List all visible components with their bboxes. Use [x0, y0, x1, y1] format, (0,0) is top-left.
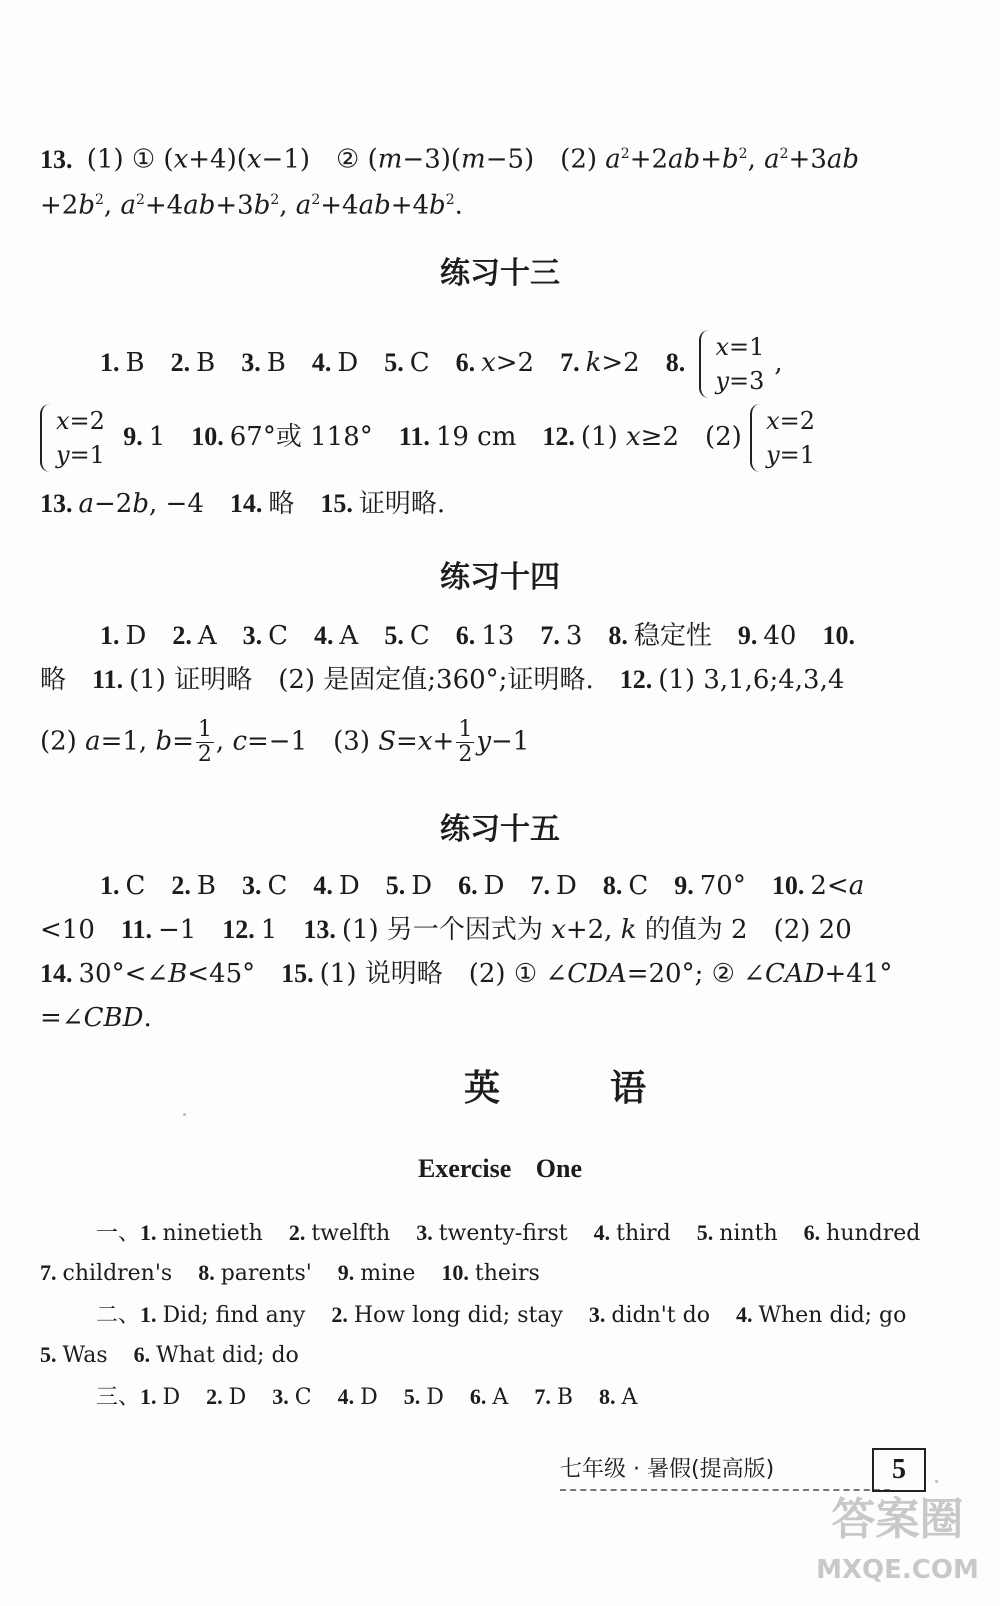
answer-line: $+2b^2$, $a^2+4ab+3b^2$, $a^2+4ab+4b^2$. — [40, 190, 463, 221]
answer-line: 5. Was 6. What did; do — [40, 1342, 299, 1368]
answer-line: x=2 y=1 9. 1 10. 67°或 118° 11. 19 cm 12. (1) x≥2 (2) x=2 y=1 — [40, 404, 970, 472]
section-title: 练习十五 — [440, 812, 560, 847]
answer-line: 略 11. (1) 证明略 (2) 是固定值;360°;证明略. 12. (1) 3,1,6;4,3,4 — [40, 665, 845, 695]
book-label: 七年级 · 暑假(提高版) — [560, 1452, 890, 1491]
watermark-logo — [800, 1490, 995, 1600]
section-title: 练习十三 — [440, 256, 560, 291]
answer-line: 1. B 2. B 3. B 4. D 5. C 6. x>2 7. k>2 8. x=1 y=3, — [100, 330, 970, 398]
answer-line: 二、1. Did; find any 2. How long did; stay 3. didn't do 4. When did; go — [96, 1302, 907, 1328]
answer-line: <10 11. −1 12. 1 13. (1) 另一个因式为 x+2, k 的值为 2 (2) 20 — [40, 915, 852, 945]
answer-line: 14. 30°<∠B<45° 15. (1) 说明略 (2) ① ∠CDA=20°; ② ∠CAD+41° — [40, 959, 893, 989]
print-speck — [183, 1113, 186, 1116]
fraction: $\frac{1}{2}$ — [458, 717, 473, 767]
watermark-url: MXQE.COM — [816, 1555, 979, 1585]
page-number: 5 — [872, 1448, 926, 1492]
answer-line: 13. a−2b, −4 14. 略 15. 证明略. — [40, 489, 446, 519]
answer-line: 1. C 2. B 3. C 4. D 5. D 6. D 7. D 8. C 9. 70° 10. 2<a — [100, 871, 865, 901]
answer-line: 一、1. ninetieth 2. twelfth 3. twenty-first 4. third 5. ninth 6. hundred — [96, 1220, 921, 1246]
answer-line: =∠CBD. — [40, 1003, 152, 1033]
section-title: 练习十四 — [440, 560, 560, 595]
answer-line: 13. (1) ① (x+4)(x−1) ② (m−3)(m−5) (2) $a^2+2ab+b^2$, $a^2+3ab$ — [40, 144, 860, 175]
answer-line: 1. D 2. A 3. C 4. A 5. C 6. 13 7. 3 8. 稳定性 9. 40 10. — [100, 621, 855, 651]
equation-system: x=1 y=3 — [699, 330, 764, 398]
answer-line: 三、1. D 2. D 3. C 4. D 5. D 6. A 7. B 8. A — [96, 1384, 638, 1410]
fraction: $\frac{1}{2}$ — [197, 717, 212, 767]
equation-system: x=2 y=1 — [40, 404, 105, 472]
watermark-text: 答案圈 — [831, 1494, 964, 1545]
print-speck — [935, 1480, 938, 1483]
subject-title: 英语 — [463, 1068, 756, 1109]
exercise-title: Exercise One — [417, 1154, 583, 1183]
equation-system: x=2 y=1 — [750, 404, 815, 472]
answer-line: (2) a=1, b= $\frac{1}{2}$ , c=−1 (3) S=x+ $\frac{1}{2}$ y−1 — [40, 717, 530, 767]
answer-line: 7. children's 8. parents' 9. mine 10. theirs — [40, 1260, 540, 1286]
